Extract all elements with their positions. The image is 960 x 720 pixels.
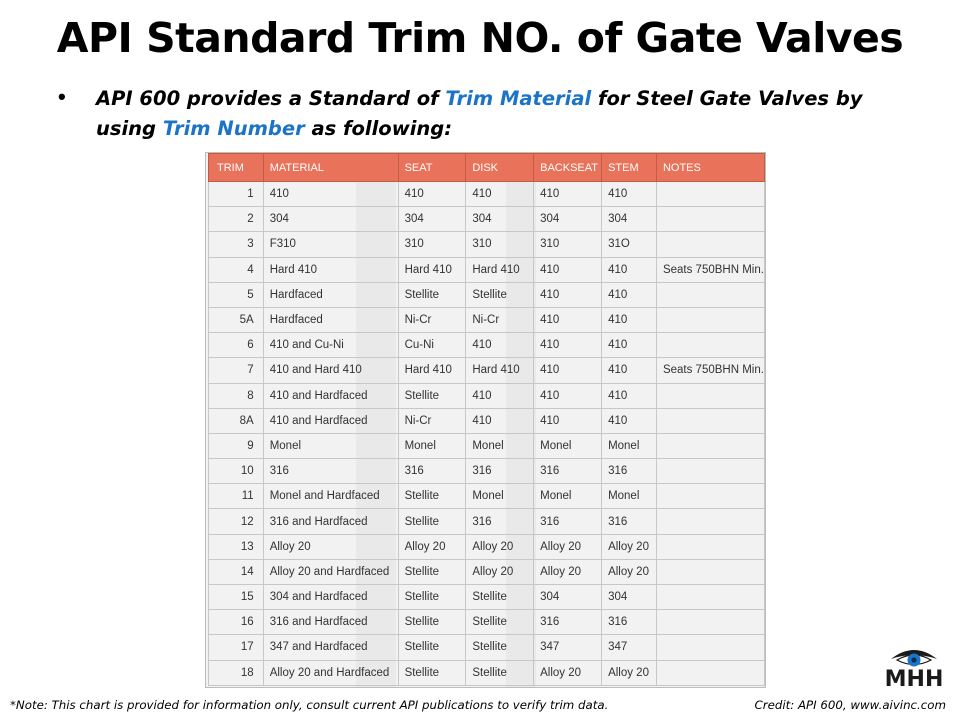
cell-seat: 310 (398, 232, 466, 257)
cell-backseat: 310 (534, 232, 602, 257)
cell-trim: 14 (209, 559, 264, 584)
cell-seat: Alloy 20 (398, 534, 466, 559)
cell-disk: Ni-Cr (466, 307, 534, 332)
cell-disk: 304 (466, 207, 534, 232)
cell-notes (656, 484, 764, 509)
cell-stem: 410 (602, 383, 657, 408)
intro-part-3: as following: (304, 117, 453, 140)
page-title: API Standard Trim NO. of Gate Valves (56, 14, 904, 62)
footer-credit: Credit: API 600, www.aivinc.com (754, 698, 946, 712)
cell-stem: 410 (602, 358, 657, 383)
cell-disk: 310 (466, 232, 534, 257)
table-row (209, 282, 765, 307)
cell-seat: Stellite (398, 383, 466, 408)
cell-notes (656, 383, 764, 408)
cell-notes (656, 610, 764, 635)
cell-material: Monel and Hardfaced (263, 484, 398, 509)
cell-material: F310 (263, 232, 398, 257)
cell-trim: 10 (209, 459, 264, 484)
cell-material: 316 and Hardfaced (263, 610, 398, 635)
cell-trim: 5 (209, 282, 264, 307)
table-row (209, 559, 765, 584)
intro-highlight-trim-material: Trim Material (445, 87, 592, 110)
cell-trim: 8 (209, 383, 264, 408)
cell-backseat: Monel (534, 484, 602, 509)
cell-trim: 12 (209, 509, 264, 534)
cell-notes (656, 232, 764, 257)
cell-stem: 410 (602, 257, 657, 282)
cell-disk: Alloy 20 (466, 534, 534, 559)
cell-backseat: 316 (534, 459, 602, 484)
cell-notes (656, 585, 764, 610)
cell-trim: 1 (209, 182, 264, 207)
intro-text (96, 84, 896, 144)
cell-backseat: 304 (534, 585, 602, 610)
cell-material: 304 (263, 207, 398, 232)
table-row (209, 257, 765, 282)
cell-seat: Hard 410 (398, 257, 466, 282)
table-row (209, 333, 765, 358)
cell-disk: Stellite (466, 282, 534, 307)
table-row (209, 660, 765, 685)
table-row (209, 610, 765, 635)
table-row (209, 383, 765, 408)
cell-disk: Stellite (466, 635, 534, 660)
cell-disk: Hard 410 (466, 358, 534, 383)
cell-backseat: 347 (534, 635, 602, 660)
cell-seat: Monel (398, 433, 466, 458)
cell-material: Alloy 20 and Hardfaced (263, 660, 398, 685)
cell-disk: 410 (466, 408, 534, 433)
cell-disk: Alloy 20 (466, 559, 534, 584)
cell-trim: 13 (209, 534, 264, 559)
cell-stem: Alloy 20 (602, 559, 657, 584)
footer-note: *Note: This chart is provided for information only, consult current API publications to verify trim data. (10, 698, 609, 712)
cell-disk: 410 (466, 333, 534, 358)
cell-material: Hard 410 (263, 257, 398, 282)
cell-trim: 9 (209, 433, 264, 458)
cell-backseat: 304 (534, 207, 602, 232)
cell-seat: Stellite (398, 610, 466, 635)
cell-trim: 18 (209, 660, 264, 685)
cell-disk: Stellite (466, 585, 534, 610)
mhh-logo (883, 645, 945, 695)
table-row (209, 232, 765, 257)
cell-notes (656, 408, 764, 433)
bullet-icon: • (58, 84, 66, 109)
cell-stem: 304 (602, 585, 657, 610)
intro-highlight-trim-number: Trim Number (162, 117, 305, 140)
cell-material: 410 and Cu-Ni (263, 333, 398, 358)
cell-stem: 410 (602, 182, 657, 207)
cell-notes (656, 333, 764, 358)
cell-seat: Stellite (398, 585, 466, 610)
table-body (209, 182, 765, 686)
table-row (209, 207, 765, 232)
cell-backseat: 410 (534, 358, 602, 383)
cell-material: 410 and Hardfaced (263, 383, 398, 408)
cell-backseat: 410 (534, 408, 602, 433)
cell-backseat: 316 (534, 610, 602, 635)
cell-material: Alloy 20 and Hardfaced (263, 559, 398, 584)
header-notes: NOTES (656, 154, 764, 182)
cell-disk: Monel (466, 433, 534, 458)
cell-trim: 17 (209, 635, 264, 660)
cell-notes (656, 635, 764, 660)
cell-seat: 316 (398, 459, 466, 484)
cell-seat: Ni-Cr (398, 307, 466, 332)
table-row (209, 358, 765, 383)
cell-trim: 11 (209, 484, 264, 509)
cell-stem: 347 (602, 635, 657, 660)
cell-backseat: Alloy 20 (534, 534, 602, 559)
cell-trim: 15 (209, 585, 264, 610)
cell-stem: 316 (602, 610, 657, 635)
cell-trim: 7 (209, 358, 264, 383)
cell-notes: Seats 750BHN Min. (656, 358, 764, 383)
cell-seat: Ni-Cr (398, 408, 466, 433)
cell-seat: Stellite (398, 282, 466, 307)
table-row (209, 408, 765, 433)
cell-material: Monel (263, 433, 398, 458)
cell-material: 304 and Hardfaced (263, 585, 398, 610)
cell-backseat: 410 (534, 282, 602, 307)
cell-material: Alloy 20 (263, 534, 398, 559)
cell-seat: Stellite (398, 660, 466, 685)
cell-disk: Stellite (466, 610, 534, 635)
cell-stem: 410 (602, 333, 657, 358)
trim-table (208, 153, 765, 686)
cell-trim: 8A (209, 408, 264, 433)
cell-notes (656, 559, 764, 584)
cell-disk: 410 (466, 383, 534, 408)
cell-stem: 410 (602, 282, 657, 307)
cell-backseat: 410 (534, 307, 602, 332)
cell-trim: 6 (209, 333, 264, 358)
cell-trim: 5A (209, 307, 264, 332)
cell-seat: Stellite (398, 559, 466, 584)
cell-notes (656, 459, 764, 484)
cell-seat: Stellite (398, 509, 466, 534)
cell-stem: 410 (602, 307, 657, 332)
table-row (209, 509, 765, 534)
cell-notes (656, 660, 764, 685)
cell-backseat: 410 (534, 333, 602, 358)
cell-seat: Stellite (398, 484, 466, 509)
cell-material: 410 (263, 182, 398, 207)
header-material: MATERIAL (263, 154, 398, 182)
cell-seat: Cu-Ni (398, 333, 466, 358)
cell-trim: 3 (209, 232, 264, 257)
cell-notes (656, 282, 764, 307)
table-row (209, 534, 765, 559)
cell-notes (656, 509, 764, 534)
table-row (209, 484, 765, 509)
cell-stem: Monel (602, 433, 657, 458)
table-row (209, 307, 765, 332)
cell-trim: 4 (209, 257, 264, 282)
cell-stem: Alloy 20 (602, 534, 657, 559)
header-seat: SEAT (398, 154, 466, 182)
cell-stem: 410 (602, 408, 657, 433)
cell-disk: 316 (466, 459, 534, 484)
cell-material: 316 and Hardfaced (263, 509, 398, 534)
cell-material: 347 and Hardfaced (263, 635, 398, 660)
cell-material: Hardfaced (263, 282, 398, 307)
cell-notes (656, 534, 764, 559)
intro-part-2: for Steel Gate Valves by using (96, 87, 863, 140)
table-row (209, 433, 765, 458)
cell-trim: 2 (209, 207, 264, 232)
cell-material: Hardfaced (263, 307, 398, 332)
intro-part-1: API 600 provides a Standard of (96, 87, 446, 110)
header-disk: DISK (466, 154, 534, 182)
cell-disk: 316 (466, 509, 534, 534)
cell-backseat: 410 (534, 182, 602, 207)
cell-seat: 410 (398, 182, 466, 207)
header-trim: TRIM (209, 154, 264, 182)
cell-disk: 410 (466, 182, 534, 207)
cell-stem: Monel (602, 484, 657, 509)
cell-material: 410 and Hard 410 (263, 358, 398, 383)
cell-stem: 31O (602, 232, 657, 257)
cell-stem: 316 (602, 459, 657, 484)
header-backseat: BACKSEAT (534, 154, 602, 182)
cell-backseat: 410 (534, 383, 602, 408)
table-row (209, 459, 765, 484)
cell-backseat: Alloy 20 (534, 660, 602, 685)
cell-trim: 16 (209, 610, 264, 635)
trim-table-image (205, 152, 766, 688)
cell-backseat: Alloy 20 (534, 559, 602, 584)
header-stem: STEM (602, 154, 657, 182)
cell-notes (656, 433, 764, 458)
cell-material: 316 (263, 459, 398, 484)
cell-backseat: Monel (534, 433, 602, 458)
cell-disk: Hard 410 (466, 257, 534, 282)
cell-notes (656, 307, 764, 332)
table-row (209, 182, 765, 207)
cell-backseat: 316 (534, 509, 602, 534)
cell-stem: 304 (602, 207, 657, 232)
table-row (209, 585, 765, 610)
cell-stem: Alloy 20 (602, 660, 657, 685)
cell-notes: Seats 750BHN Min. (656, 257, 764, 282)
cell-backseat: 410 (534, 257, 602, 282)
cell-disk: Stellite (466, 660, 534, 685)
logo-text: MHH (884, 667, 944, 692)
cell-material: 410 and Hardfaced (263, 408, 398, 433)
table-header-row (209, 154, 765, 182)
cell-stem: 316 (602, 509, 657, 534)
cell-notes (656, 207, 764, 232)
cell-disk: Monel (466, 484, 534, 509)
cell-seat: Stellite (398, 635, 466, 660)
cell-notes (656, 182, 764, 207)
cell-seat: 304 (398, 207, 466, 232)
cell-seat: Hard 410 (398, 358, 466, 383)
table-row (209, 635, 765, 660)
